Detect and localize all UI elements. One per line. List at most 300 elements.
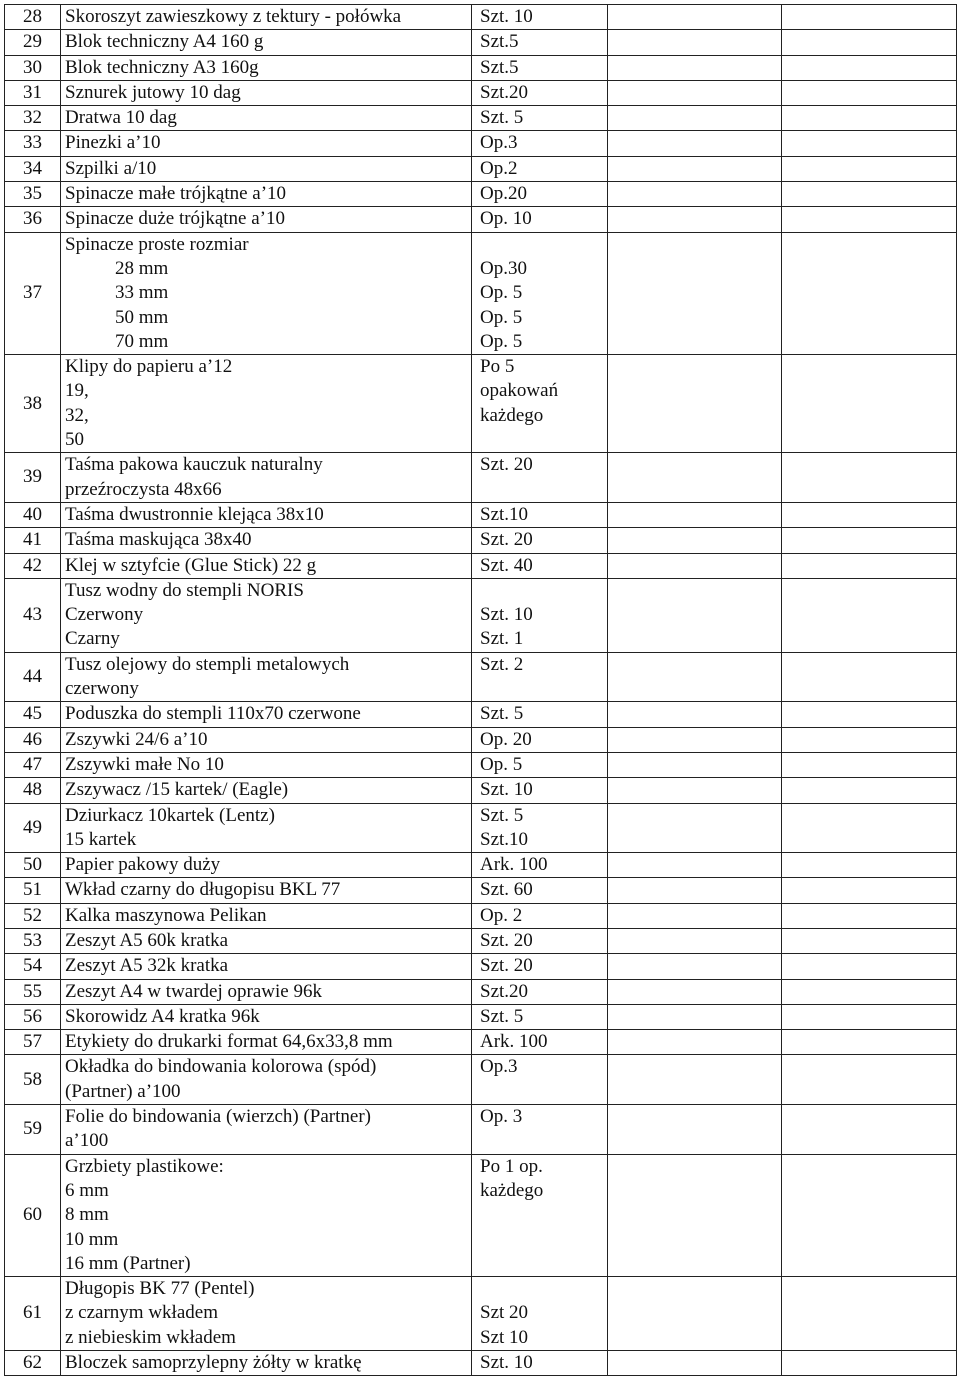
table-row: [5, 182, 957, 207]
table-row: [5, 207, 957, 232]
table-row: [5, 1351, 957, 1376]
item-name-line: Kalka maszynowa Pelikan: [65, 904, 267, 926]
row-number: 62: [5, 1351, 61, 1376]
item-name-line: z czarnym wkładem: [65, 1302, 218, 1324]
quantity-line: Szt. 60: [480, 879, 533, 901]
quantity-line: Szt 10: [480, 1326, 529, 1348]
row-number: 60: [5, 1154, 61, 1276]
item-name-line: 16 mm (Partner): [65, 1252, 191, 1274]
quantity-cell: [472, 1154, 608, 1276]
quantity-line: Szt 20: [480, 1302, 529, 1324]
item-name-line: Taśma dwustronnie klejąca 38x10: [65, 503, 324, 525]
quantity-cell: [472, 878, 608, 903]
item-name-line: 6 mm: [65, 1179, 109, 1201]
quantity-cell: [472, 131, 608, 156]
row-number: 44: [5, 652, 61, 702]
quantity-cell: [472, 502, 608, 527]
quantity-cell: [472, 5, 608, 30]
unit-price-cell: [608, 903, 782, 928]
unit-price-cell: [608, 182, 782, 207]
quantity-line: [480, 579, 603, 603]
quantity-line: Szt. 40: [480, 554, 533, 576]
quantity-line: Szt. 1: [480, 628, 524, 650]
quantity-line: [480, 677, 603, 701]
item-name-line: Zszywki małe No 10: [65, 753, 224, 775]
item-name-cell: [61, 355, 472, 453]
item-name-line: Bloczek samoprzylepny żółty w kratkę: [65, 1352, 362, 1374]
quantity-line: [480, 478, 603, 502]
unit-price-cell: [608, 803, 782, 853]
quantity-line: Op. 5: [480, 306, 523, 328]
quantity-line: Po 5: [480, 356, 515, 378]
total-price-cell: [782, 80, 957, 105]
quantity-line: Szt.5: [480, 31, 519, 53]
row-number: 36: [5, 207, 61, 232]
table-row: [5, 502, 957, 527]
row-number: 57: [5, 1030, 61, 1055]
quantity-line: Op. 5: [480, 282, 523, 304]
quantity-line: Szt.5: [480, 56, 519, 78]
item-name-cell: [61, 928, 472, 953]
quantity-line: Szt. 5: [480, 107, 524, 129]
total-price-cell: [782, 1055, 957, 1105]
row-number: 30: [5, 55, 61, 80]
item-name-cell: [61, 1154, 472, 1276]
unit-price-cell: [608, 727, 782, 752]
total-price-cell: [782, 355, 957, 453]
total-price-cell: [782, 702, 957, 727]
item-name-line: Zeszyt A5 60k kratka: [65, 929, 229, 951]
total-price-cell: [782, 182, 957, 207]
quantity-line: [480, 233, 603, 257]
quantity-line: Op. 5: [480, 330, 523, 352]
item-name-cell: [61, 5, 472, 30]
item-name-cell: [61, 752, 472, 777]
quantity-line: Szt.10: [480, 503, 529, 525]
quantity-cell: [472, 752, 608, 777]
quantity-line: Op. 10: [480, 208, 532, 230]
item-name-cell: [61, 903, 472, 928]
table-row: [5, 928, 957, 953]
row-number: 47: [5, 752, 61, 777]
unit-price-cell: [608, 156, 782, 181]
quantity-line: Szt. 20: [480, 955, 533, 977]
unit-price-cell: [608, 80, 782, 105]
quantity-line: Op.30: [480, 257, 527, 279]
item-name-line: 8 mm: [65, 1204, 109, 1226]
quantity-cell: [472, 903, 608, 928]
table-row: [5, 727, 957, 752]
table-row: [5, 355, 957, 453]
table-row: [5, 453, 957, 503]
table-row: [5, 954, 957, 979]
row-number: 50: [5, 853, 61, 878]
table-row: [5, 232, 957, 354]
item-name-cell: [61, 553, 472, 578]
item-name-line: Zeszyt A5 32k kratka: [65, 955, 229, 977]
item-name-line: Spinacze duże trójkątne a’10: [65, 208, 285, 230]
table-row: [5, 30, 957, 55]
unit-price-cell: [608, 232, 782, 354]
table-row: [5, 1030, 957, 1055]
item-name-line: Taśma pakowa kauczuk naturalny: [65, 454, 323, 476]
item-name-line: Czarny: [65, 628, 120, 650]
row-number: 55: [5, 979, 61, 1004]
total-price-cell: [782, 928, 957, 953]
item-name-line: Szpilki a/10: [65, 157, 157, 179]
row-number: 43: [5, 578, 61, 652]
quantity-line: Szt. 10: [480, 1352, 533, 1374]
quantity-cell: [472, 954, 608, 979]
item-name-line: Skoroszyt zawieszkowy z tektury - połówka: [65, 6, 402, 27]
unit-price-cell: [608, 528, 782, 553]
quantity-cell: [472, 652, 608, 702]
item-name-line: 50: [65, 429, 84, 451]
quantity-line: Szt. 20: [480, 454, 533, 476]
unit-price-cell: [608, 553, 782, 578]
item-name-line: Tusz olejowy do stempli metalowych: [65, 653, 350, 675]
item-name-line: Zszywacz /15 kartek/ (Eagle): [65, 779, 289, 801]
item-name-line: a’100: [65, 1130, 109, 1152]
table-row: [5, 80, 957, 105]
item-name-cell: [61, 727, 472, 752]
item-name-cell: [61, 453, 472, 503]
table-row: [5, 1154, 957, 1276]
item-name-cell: [61, 578, 472, 652]
item-name-line: 19,: [65, 380, 89, 402]
unit-price-cell: [608, 131, 782, 156]
total-price-cell: [782, 232, 957, 354]
row-number: 29: [5, 30, 61, 55]
quantity-cell: [472, 182, 608, 207]
quantity-line: Ark. 100: [480, 854, 548, 876]
item-name-cell: [61, 106, 472, 131]
item-name-line: Skorowidz A4 kratka 96k: [65, 1005, 260, 1027]
total-price-cell: [782, 55, 957, 80]
quantity-cell: [472, 853, 608, 878]
quantity-line: [480, 1252, 603, 1276]
item-name-cell: [61, 979, 472, 1004]
table-row: [5, 903, 957, 928]
item-name-line: Poduszka do stempli 110x70 czerwone: [65, 703, 361, 725]
row-number: 37: [5, 232, 61, 354]
item-name-line: Dziurkacz 10kartek (Lentz): [65, 804, 275, 826]
quantity-cell: [472, 928, 608, 953]
total-price-cell: [782, 553, 957, 578]
unit-price-cell: [608, 853, 782, 878]
quantity-cell: [472, 232, 608, 354]
item-name-cell: [61, 1277, 472, 1351]
item-name-cell: [61, 55, 472, 80]
quantity-line: Szt. 5: [480, 703, 524, 725]
unit-price-cell: [608, 1055, 782, 1105]
total-price-cell: [782, 502, 957, 527]
unit-price-cell: [608, 652, 782, 702]
row-number: 54: [5, 954, 61, 979]
quantity-line: Ark. 100: [480, 1031, 548, 1053]
table-row: [5, 878, 957, 903]
quantity-line: [480, 1129, 603, 1153]
unit-price-cell: [608, 55, 782, 80]
item-name-line: Blok techniczny A4 160 g: [65, 31, 264, 53]
table-row: [5, 803, 957, 853]
quantity-line: [480, 1080, 603, 1104]
item-name-line: 32,: [65, 404, 89, 426]
table-row: [5, 131, 957, 156]
table-row: [5, 1055, 957, 1105]
total-price-cell: [782, 453, 957, 503]
table-row: [5, 5, 957, 30]
item-name-line: Etykiety do drukarki format 64,6x33,8 mm: [65, 1031, 393, 1053]
row-number: 58: [5, 1055, 61, 1105]
unit-price-cell: [608, 878, 782, 903]
quantity-line: każdego: [480, 404, 544, 426]
row-number: 52: [5, 903, 61, 928]
item-name-cell: [61, 502, 472, 527]
item-name-cell: [61, 1030, 472, 1055]
quantity-line: Op.3: [480, 1056, 518, 1078]
total-price-cell: [782, 878, 957, 903]
quantity-line: Szt. 20: [480, 929, 533, 951]
quantity-line: Op. 5: [480, 753, 523, 775]
table-row: [5, 702, 957, 727]
total-price-cell: [782, 5, 957, 30]
item-name-cell: [61, 878, 472, 903]
total-price-cell: [782, 752, 957, 777]
item-name-cell: [61, 954, 472, 979]
row-number: 40: [5, 502, 61, 527]
quantity-line: Szt.20: [480, 980, 529, 1002]
row-number: 32: [5, 106, 61, 131]
total-price-cell: [782, 1277, 957, 1351]
item-name-line: 10 mm: [65, 1228, 119, 1250]
item-name-cell: [61, 80, 472, 105]
row-number: 33: [5, 131, 61, 156]
quantity-cell: [472, 1277, 608, 1351]
quantity-cell: [472, 553, 608, 578]
total-price-cell: [782, 727, 957, 752]
table-row: [5, 853, 957, 878]
quantity-cell: [472, 702, 608, 727]
item-name-line: 50 mm: [115, 306, 169, 328]
table-row: [5, 578, 957, 652]
quantity-line: Op. 3: [480, 1106, 523, 1128]
quantity-line: Op. 20: [480, 728, 532, 750]
quantity-line: Op. 2: [480, 904, 523, 926]
quantity-line: opakowań: [480, 380, 559, 402]
item-name-cell: [61, 156, 472, 181]
row-number: 46: [5, 727, 61, 752]
unit-price-cell: [608, 30, 782, 55]
item-name-line: Tusz wodny do stempli NORIS: [65, 579, 304, 601]
item-name-cell: [61, 652, 472, 702]
item-name-line: czerwony: [65, 678, 139, 700]
item-name-line: Zeszyt A4 w twardej oprawie 96k: [65, 980, 322, 1002]
quantity-cell: [472, 979, 608, 1004]
item-name-line: Zszywki 24/6 a’10: [65, 728, 208, 750]
item-name-line: Pinezki a’10: [65, 132, 161, 154]
quantity-cell: [472, 55, 608, 80]
quantity-cell: [472, 453, 608, 503]
unit-price-cell: [608, 207, 782, 232]
item-name-cell: [61, 803, 472, 853]
row-number: 34: [5, 156, 61, 181]
table-row: [5, 778, 957, 803]
unit-price-cell: [608, 979, 782, 1004]
item-name-line: Długopis BK 77 (Pentel): [65, 1278, 255, 1300]
quantity-line: Szt.20: [480, 81, 529, 103]
unit-price-cell: [608, 702, 782, 727]
total-price-cell: [782, 803, 957, 853]
quantity-cell: [472, 106, 608, 131]
total-price-cell: [782, 578, 957, 652]
quantity-cell: [472, 1030, 608, 1055]
quantity-line: Szt. 5: [480, 1005, 524, 1027]
total-price-cell: [782, 30, 957, 55]
item-name-cell: [61, 1055, 472, 1105]
table-row: [5, 553, 957, 578]
unit-price-cell: [608, 1154, 782, 1276]
total-price-cell: [782, 954, 957, 979]
unit-price-cell: [608, 1105, 782, 1155]
quantity-cell: [472, 80, 608, 105]
quantity-line: Szt. 10: [480, 604, 533, 626]
quantity-line: [480, 428, 603, 452]
quantity-cell: [472, 1004, 608, 1029]
item-name-line: Sznurek jutowy 10 dag: [65, 81, 241, 103]
table-row: [5, 1277, 957, 1351]
unit-price-cell: [608, 106, 782, 131]
total-price-cell: [782, 652, 957, 702]
table-row: [5, 752, 957, 777]
item-name-cell: [61, 778, 472, 803]
quantity-cell: [472, 578, 608, 652]
quantity-line: każdego: [480, 1179, 544, 1201]
total-price-cell: [782, 903, 957, 928]
quantity-line: Op.20: [480, 183, 527, 205]
quantity-cell: [472, 1105, 608, 1155]
quantity-line: Op.3: [480, 132, 518, 154]
item-name-cell: [61, 1105, 472, 1155]
row-number: 39: [5, 453, 61, 503]
quantity-cell: [472, 1055, 608, 1105]
row-number: 42: [5, 553, 61, 578]
total-price-cell: [782, 853, 957, 878]
unit-price-cell: [608, 752, 782, 777]
row-number: 41: [5, 528, 61, 553]
item-name-cell: [61, 131, 472, 156]
row-number: 61: [5, 1277, 61, 1351]
quantity-cell: [472, 803, 608, 853]
item-name-line: Folie do bindowania (wierzch) (Partner): [65, 1106, 372, 1128]
total-price-cell: [782, 1030, 957, 1055]
item-name-line: Papier pakowy duży: [65, 854, 221, 876]
item-name-line: Klipy do papieru a’12: [65, 356, 233, 378]
total-price-cell: [782, 979, 957, 1004]
quantity-line: Szt.10: [480, 828, 529, 850]
supply-table: [4, 4, 957, 1376]
table-row: [5, 528, 957, 553]
quantity-cell: [472, 355, 608, 453]
table-row: [5, 652, 957, 702]
item-name-line: Wkład czarny do długopisu BKL 77: [65, 879, 341, 901]
item-name-cell: [61, 1351, 472, 1376]
item-name-line: przeźroczysta 48x66: [65, 478, 222, 500]
quantity-line: Szt. 5: [480, 804, 524, 826]
total-price-cell: [782, 528, 957, 553]
table-row: [5, 1105, 957, 1155]
table-row: [5, 55, 957, 80]
table-row: [5, 106, 957, 131]
quantity-cell: [472, 156, 608, 181]
total-price-cell: [782, 156, 957, 181]
item-name-cell: [61, 853, 472, 878]
quantity-line: Szt. 10: [480, 6, 533, 27]
item-name-line: Czerwony: [65, 604, 144, 626]
item-name-line: Klej w sztyfcie (Glue Stick) 22 g: [65, 554, 317, 576]
quantity-cell: [472, 778, 608, 803]
quantity-line: Op.2: [480, 157, 518, 179]
item-name-cell: [61, 702, 472, 727]
item-name-cell: [61, 528, 472, 553]
item-name-cell: [61, 207, 472, 232]
total-price-cell: [782, 1351, 957, 1376]
quantity-line: [480, 1228, 603, 1252]
item-name-line: 70 mm: [115, 330, 169, 352]
item-name-line: Blok techniczny A3 160g: [65, 56, 259, 78]
row-number: 45: [5, 702, 61, 727]
total-price-cell: [782, 131, 957, 156]
unit-price-cell: [608, 1004, 782, 1029]
row-number: 51: [5, 878, 61, 903]
item-name-line: Dratwa 10 dag: [65, 107, 177, 129]
quantity-cell: [472, 207, 608, 232]
supply-table-body: [5, 5, 957, 1376]
item-name-line: Grzbiety plastikowe:: [65, 1155, 224, 1177]
total-price-cell: [782, 106, 957, 131]
item-name-line: Spinacze proste rozmiar: [65, 233, 249, 255]
unit-price-cell: [608, 1351, 782, 1376]
quantity-cell: [472, 1351, 608, 1376]
item-name-line: 28 mm: [115, 257, 169, 279]
unit-price-cell: [608, 1030, 782, 1055]
row-number: 49: [5, 803, 61, 853]
unit-price-cell: [608, 502, 782, 527]
quantity-line: Szt. 20: [480, 529, 533, 551]
quantity-cell: [472, 727, 608, 752]
item-name-cell: [61, 30, 472, 55]
row-number: 56: [5, 1004, 61, 1029]
row-number: 53: [5, 928, 61, 953]
quantity-cell: [472, 528, 608, 553]
unit-price-cell: [608, 778, 782, 803]
quantity-line: Po 1 op.: [480, 1155, 543, 1177]
unit-price-cell: [608, 453, 782, 503]
unit-price-cell: [608, 5, 782, 30]
item-name-line: z niebieskim wkładem: [65, 1326, 236, 1348]
row-number: 59: [5, 1105, 61, 1155]
row-number: 28: [5, 5, 61, 30]
item-name-line: (Partner) a’100: [65, 1080, 181, 1102]
unit-price-cell: [608, 578, 782, 652]
unit-price-cell: [608, 954, 782, 979]
row-number: 31: [5, 80, 61, 105]
unit-price-cell: [608, 928, 782, 953]
total-price-cell: [782, 1105, 957, 1155]
row-number: 38: [5, 355, 61, 453]
total-price-cell: [782, 778, 957, 803]
total-price-cell: [782, 1004, 957, 1029]
